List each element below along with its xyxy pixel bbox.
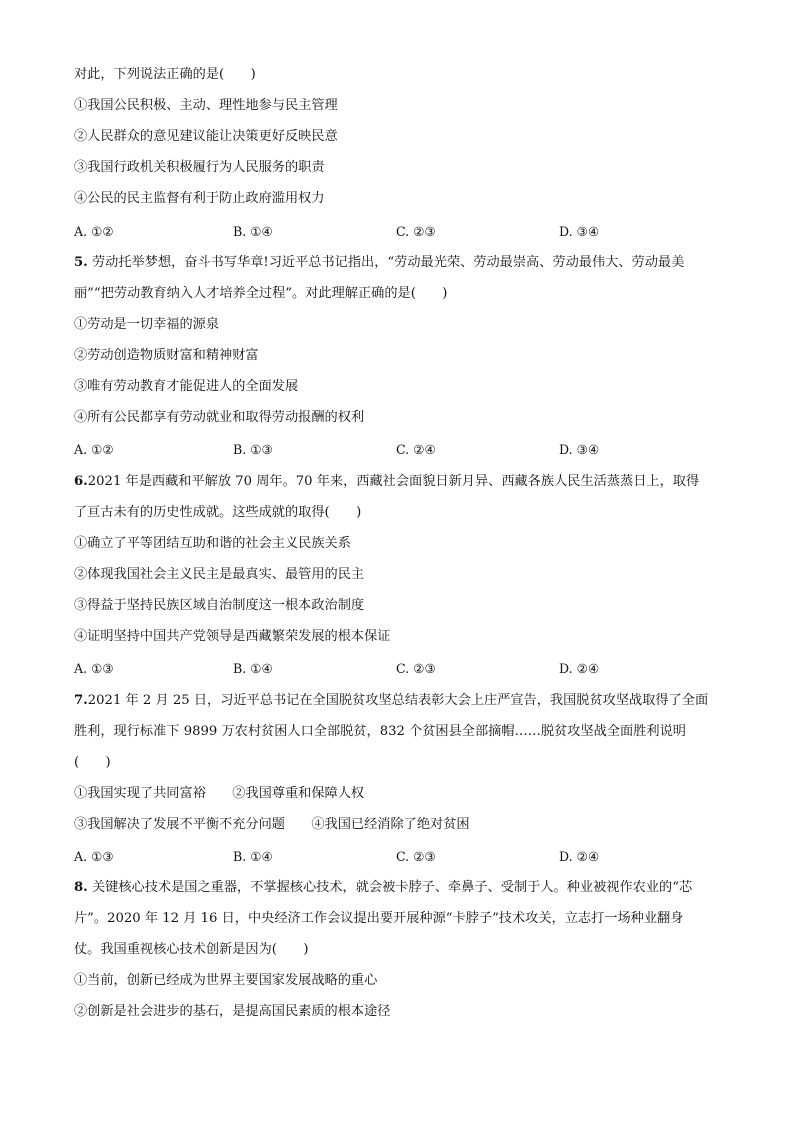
q7-statement-row-1: ①我国实现了共同富裕 ②我国尊重和保障人权 (74, 786, 365, 801)
q6-stem-text-1: 2021 年是西藏和平解放 70 周年。70 年来，西藏社会面貌日新月异、西藏各族人民生活蒸蒸日上，取得 (87, 474, 700, 489)
q7-options (74, 848, 714, 866)
q8-stem-line-2: 片”。2020 年 12 月 16 日，中央经济工作会议提出要开展种源“卡脖子”技术攻关，立志打一场种业翻身 (74, 911, 684, 926)
q7-option-d[interactable]: D. ②④ (559, 849, 600, 864)
q4-option-d[interactable]: D. ③④ (559, 224, 600, 239)
q4-options (74, 223, 714, 241)
q7-number: 7. (74, 693, 88, 708)
q7-stem-line-2: 胜利，现行标准下 9899 万农村贫困人口全部脱贫，832 个贫困县全部摘帽……脱贫攻坚战全面胜利说明 (74, 724, 686, 739)
q4-statement-4: ④公民的民主监督有利于防止政府滥用权力 (74, 191, 325, 206)
q5-statement-1: ①劳动是一切幸福的源泉 (74, 317, 220, 332)
q4-option-c[interactable]: C. ②③ (396, 224, 436, 239)
q4-stem-tail: 对此，下列说法正确的是( ) (74, 67, 256, 82)
q5-statement-4: ④所有公民都享有劳动就业和取得劳动报酬的权利 (74, 410, 365, 425)
q7-option-a[interactable]: A. ①③ (74, 849, 114, 864)
q7-option-b[interactable]: B. ①④ (233, 849, 273, 864)
q6-option-a[interactable]: A. ①③ (74, 661, 114, 676)
q6-stem-line-1 (74, 473, 699, 491)
q5-stem-line-2: 丽”“把劳动教育纳入人才培养全过程”。对此理解正确的是( ) (74, 286, 448, 301)
q6-number: 6. (74, 474, 88, 489)
q6-statement-1: ①确立了平等团结互助和谐的社会主义民族关系 (74, 536, 351, 551)
q7-stem-line-3: ( ) (74, 755, 111, 770)
q4-statement-2: ②人民群众的意见建议能让决策更好反映民意 (74, 129, 338, 144)
q5-option-d[interactable]: D. ③④ (559, 442, 600, 457)
q6-statement-4: ④证明坚持中国共产党领导是西藏繁荣发展的根本保证 (74, 629, 391, 644)
q8-stem-text-1: 关键核心技术是国之重器，不掌握核心技术，就会被卡脖子、牵鼻子、受制于人。种业被视作农业的“芯 (91, 880, 693, 895)
q7-stem-line-1 (74, 692, 708, 710)
q7-statement-row-2: ③我国解决了发展不平衡不充分问题 ④我国已经消除了绝对贫困 (74, 817, 470, 832)
q5-option-b[interactable]: B. ①③ (233, 442, 273, 457)
q4-option-a[interactable]: A. ①② (74, 224, 114, 239)
q8-statement-1: ①当前，创新已经成为世界主要国家发展战略的重心 (74, 973, 378, 988)
q5-options (74, 441, 714, 459)
q8-stem-line-1 (74, 879, 692, 897)
q5-option-c[interactable]: C. ②④ (396, 442, 436, 457)
q7-option-c[interactable]: C. ②③ (396, 849, 436, 864)
q6-options (74, 660, 714, 678)
q4-option-b[interactable]: B. ①④ (233, 224, 273, 239)
q4-statement-1: ①我国公民积极、主动、理性地参与民主管理 (74, 98, 338, 113)
q8-number: 8. (74, 880, 88, 895)
q4-statement-3: ③我国行政机关积极履行为人民服务的职责 (74, 160, 325, 175)
q6-option-c[interactable]: C. ②③ (396, 661, 436, 676)
q5-stem-text-1: 劳动托举梦想，奋斗书写华章!习近平总书记指出，“劳动最光荣、劳动最崇高、劳动最伟大、劳动最美 (91, 255, 685, 270)
q5-statement-2: ②劳动创造物质财富和精神财富 (74, 348, 259, 363)
q6-option-d[interactable]: D. ②④ (559, 661, 600, 676)
q5-statement-3: ③唯有劳动教育才能促进人的全面发展 (74, 379, 299, 394)
q5-stem-line-1 (74, 254, 684, 272)
q8-statement-2: ②创新是社会进步的基石，是提高国民素质的根本途径 (74, 1004, 391, 1019)
q6-stem-line-2: 了亘古未有的历史性成就。这些成就的取得( ) (74, 505, 362, 520)
q5-number: 5. (74, 255, 88, 270)
q5-option-a[interactable]: A. ①② (74, 442, 114, 457)
q6-option-b[interactable]: B. ①④ (233, 661, 273, 676)
q7-stem-text-1: 2021 年 2 月 25 日，习近平总书记在全国脱贫攻坚总结表彰大会上庄严宣告，我国脱贫攻坚战取得了全面 (87, 693, 709, 708)
q6-statement-2: ②体现我国社会主义民主是最真实、最管用的民主 (74, 567, 365, 582)
q8-stem-line-3: 仗。我国重视核心技术创新是因为( ) (74, 942, 309, 957)
q6-statement-3: ③得益于坚持民族区域自治制度这一根本政治制度 (74, 598, 365, 613)
